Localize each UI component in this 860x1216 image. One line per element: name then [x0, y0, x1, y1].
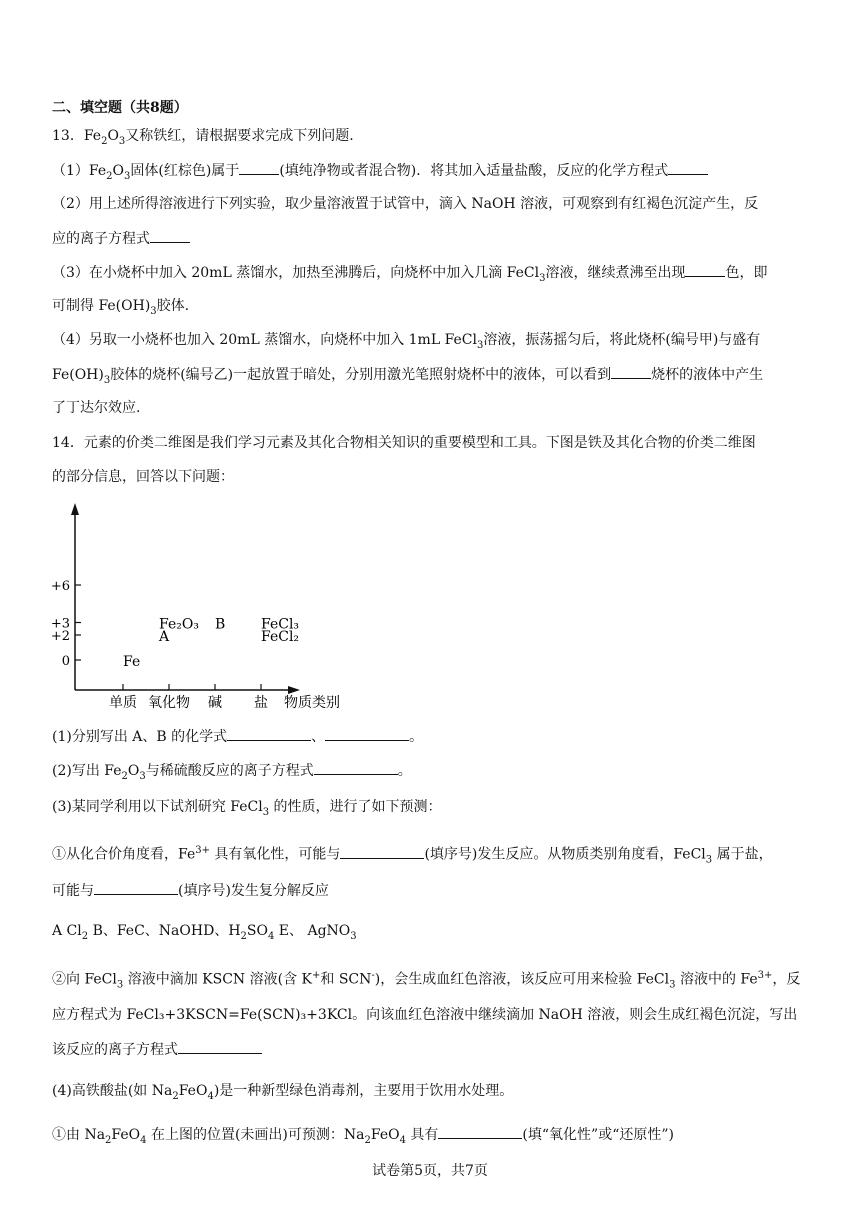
answer-blank-b[interactable]	[325, 726, 409, 741]
chart-point-label: B	[215, 616, 226, 633]
answer-blank[interactable]	[340, 844, 424, 859]
q13-part3-line1: （3）在小烧杯中加入 20mL 蒸馏水，加热至沸腾后，向烧杯中加入几滴 FeCl$_3$溶液，继续煮沸至出现 色，即	[52, 262, 808, 289]
valence-class-chart	[40, 495, 380, 720]
q14-q3b-line1: ②向 FeCl$_3$ 溶液中滴加 KSCN 溶液(含 K+和 SCN-)，会生成血红色溶液，该反应可用来检验 FeCl$_3$ 溶液中的 $Fe^{3+}$，反	[52, 970, 801, 991]
y-tick-label: +2	[50, 629, 70, 644]
chart-point-label: Fe₂O₃	[159, 616, 199, 633]
q13-part3-line2: 可制得 $Fe(OH)_3$胶体.	[52, 298, 190, 317]
y-axis-arrow	[71, 503, 79, 515]
q13-part4-line1: （4）另取一小烧杯也加入 20mL 蒸馏水，向烧杯中加入 1mL FeCl$_3$溶液，振荡摇匀后，将此烧杯(编号甲)与盛有	[52, 332, 761, 351]
q14-stem-line2: 的部分信息，回答以下问题：	[52, 469, 234, 485]
chart-point-label: FeCl₂	[261, 629, 300, 645]
answer-blank[interactable]	[438, 1124, 522, 1139]
q13-part4-line3: 了丁达尔效应.	[52, 400, 141, 416]
y-tick-label: +6	[50, 579, 70, 594]
x-category-label: 碱	[208, 695, 222, 711]
q14-options: A $Cl_2$ B、FeC、NaOHD、$H_2SO_4$ E、 AgNO$_3$	[52, 923, 357, 942]
q14-q4: (4)高铁酸盐(如 $Na_2FeO_4$)是一种新型绿色消毒剂，主要用于饮用水处理。	[52, 1083, 514, 1102]
x-axis-arrow	[288, 686, 300, 694]
answer-blank[interactable]	[178, 1039, 262, 1054]
q14-q3a-line2: 可能与 (填序号)发生复分解反应	[52, 880, 808, 901]
y-tick-label: +3	[50, 616, 70, 632]
x-category-label: 盐	[254, 695, 268, 711]
q14-q1: (1)分别写出 A、B 的化学式 、 。	[52, 726, 808, 747]
x-category-label: 单质	[109, 695, 137, 711]
answer-blank[interactable]	[239, 160, 279, 175]
q14-stem-line1: 14．元素的价类二维图是我们学习元素及其化合物相关知识的重要模型和工具。下图是铁及其化合物的价类二维图	[52, 435, 756, 451]
chart-point-label: Fe	[123, 654, 141, 670]
q13-part2-line2: 应的离子方程式	[52, 228, 808, 249]
q14-q3b-line2: 应方程式为 FeCl₃+3KSCN=Fe(SCN)₃+3KCl。向该血红色溶液中继续滴加 NaOH 溶液，则会生成红褐色沉淀，写出	[52, 1007, 798, 1023]
answer-blank[interactable]	[668, 160, 708, 175]
q14-q4a: ①由 $Na_2FeO_4$ 在上图的位置(未画出)可预测：$Na_2FeO_4$ 具有 (填“氧化性”或“还原性”)	[52, 1124, 808, 1151]
chart-point-label: FeCl₃	[261, 616, 300, 633]
q13-part1: $(1)Fe_2O_3$固体(红棕色)属于 (填纯净物或者混合物)．将其加入适量盐酸，反应的化学方程式	[52, 160, 808, 187]
answer-blank[interactable]	[611, 364, 651, 379]
section-title: 二、填空题（共8题）	[52, 100, 188, 116]
q13-stem: 13．$Fe_2O_3$又称铁红，请根据要求完成下列问题.	[52, 128, 354, 147]
x-axis-label: 物质类别	[284, 695, 340, 711]
x-category-label: 氧化物	[148, 695, 190, 711]
answer-blank[interactable]	[314, 760, 398, 775]
answer-blank[interactable]	[150, 228, 190, 243]
q13-part2-line1: （2）用上述所得溶液进行下列实验，取少量溶液置于试管中，滴入 NaOH 溶液，可观察到有红褐色沉淀产生，反	[52, 196, 759, 212]
page-footer: 试卷第5页，共7页	[372, 1163, 488, 1179]
q14-q2: (2)写出 $Fe_2O_3$与稀硫酸反应的离子方程式 。	[52, 760, 808, 787]
chart-point-label: A	[159, 629, 170, 645]
answer-blank[interactable]	[94, 880, 178, 895]
answer-blank-a[interactable]	[227, 726, 311, 741]
q14-q3b-line3: 该反应的离子方程式	[52, 1039, 808, 1060]
q14-q3a-line1: ①从化合价角度看，$Fe^{3+}$ 具有氧化性，可能与 (填序号)发生反应。从物质类别角度看，FeCl$_3$ 属于盐，	[52, 845, 773, 866]
y-tick-label: 0	[61, 654, 70, 669]
answer-blank[interactable]	[685, 262, 725, 277]
q13-part4-line2: $Fe(OH)_3$胶体的烧杯(编号乙)一起放置于暗处，分别用激光笔照射烧杯中的液体，可以看到 烧杯的液体中产生	[52, 364, 808, 391]
q14-q3: (3)某同学利用以下试剂研究 FeCl$_3$ 的性质，进行了如下预测：	[52, 799, 442, 818]
